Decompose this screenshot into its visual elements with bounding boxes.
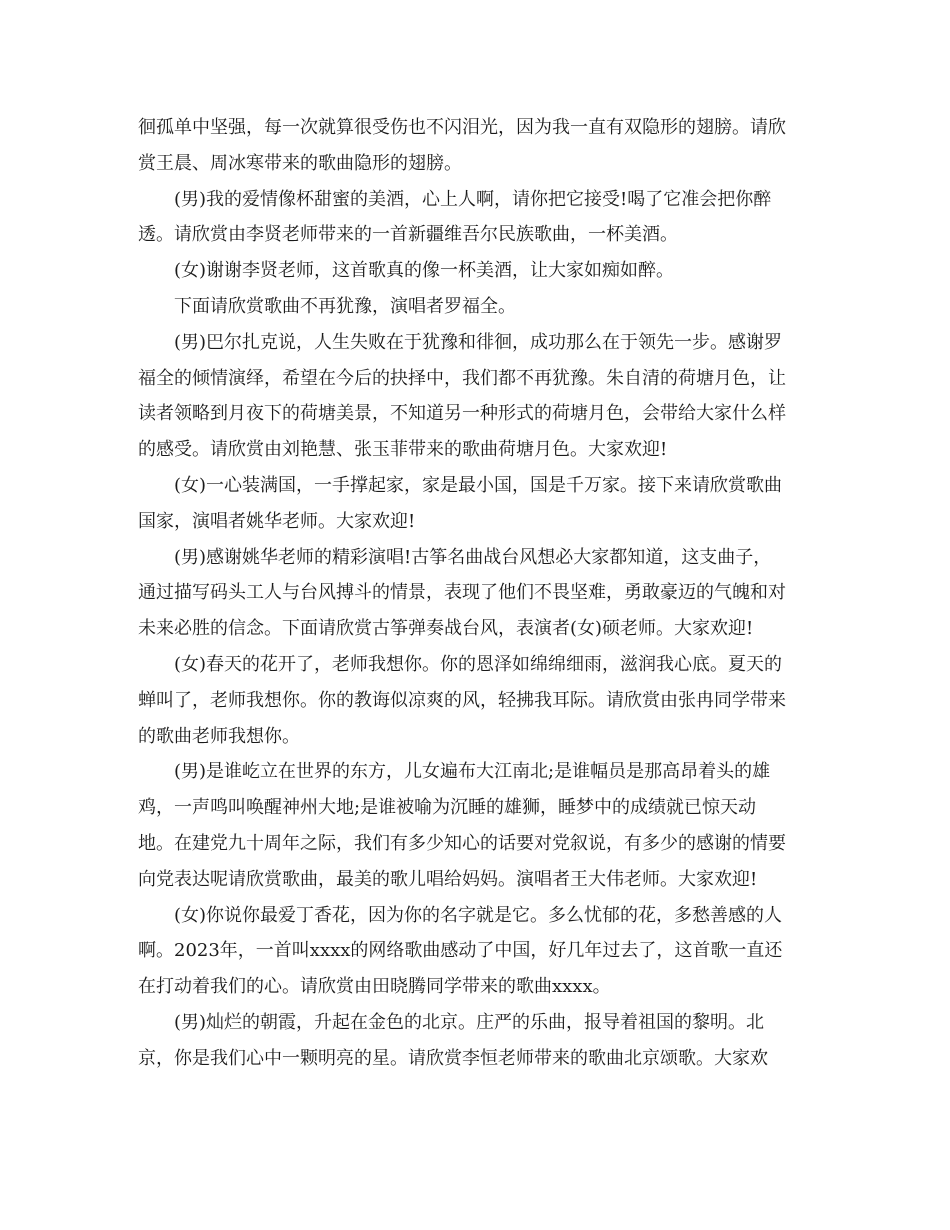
paragraph bbox=[138, 1005, 818, 1077]
text-line: 向党表达呢请欣赏歌曲，最美的歌儿唱给妈妈。演唱者王大伟老师。大家欢迎! bbox=[138, 868, 758, 890]
text-line: (男)是谁屹立在世界的东方，儿女遍布大江南北;是谁幅员是那高昂着头的雄 bbox=[174, 761, 771, 783]
text-line: (男)我的爱情像杯甜蜜的美酒，心上人啊，请你把它接受!喝了它准会把你醉 bbox=[174, 188, 772, 210]
paragraph bbox=[138, 754, 818, 897]
paragraph bbox=[138, 253, 818, 289]
text-line: 福全的倾情演绎，希望在今后的抉择中，我们都不再犹豫。朱自清的荷塘月色，让 bbox=[138, 367, 786, 389]
text-line: 读者领略到月夜下的荷塘美景，不知道另一种形式的荷塘月色，会带给大家什么样 bbox=[138, 403, 786, 425]
text-line: 啊。2023年，一首叫xxxx的网络歌曲感动了中国，好几年过去了，这首歌一直还 bbox=[138, 940, 783, 962]
text-line: (男)灿烂的朝霞，升起在金色的北京。庄严的乐曲，报导着祖国的黎明。北 bbox=[174, 1011, 765, 1033]
text-line: (男)感谢姚华老师的精彩演唱!古筝名曲战台风想必大家都知道，这支曲子， bbox=[174, 546, 772, 568]
text-line: (女)一心装满国，一手撑起家，家是最小国，国是千万家。接下来请欣赏歌曲 bbox=[174, 474, 783, 496]
text-line: (女)春天的花开了，老师我想你。你的恩泽如绵绵细雨，滋润我心底。夏天的 bbox=[174, 653, 783, 675]
text-line: 透。请欣赏由李贤老师带来的一首新疆维吾尔民族歌曲，一杯美酒。 bbox=[138, 224, 678, 246]
text-line: 通过描写码头工人与台风搏斗的情景，表现了他们不畏坚难，勇敢豪迈的气魄和对 bbox=[138, 582, 786, 604]
text-line: (女)你说你最爱丁香花，因为你的名字就是它。多么忧郁的花，多愁善感的人 bbox=[174, 904, 783, 926]
text-line: 的歌曲老师我想你。 bbox=[138, 725, 300, 747]
text-line: 赏王晨、周冰寒带来的歌曲隐形的翅膀。 bbox=[138, 152, 462, 174]
text-line: 鸡，一声鸣叫唤醒神州大地;是谁被喻为沉睡的雄狮，睡梦中的成绩就已惊天动 bbox=[138, 797, 757, 819]
paragraph bbox=[138, 325, 818, 468]
text-line: 地。在建党九十周年之际，我们有多少知心的话要对党叙说，有多少的感谢的情要 bbox=[138, 832, 786, 854]
text-line: (女)谢谢李贤老师，这首歌真的像一杯美酒，让大家如痴如醉。 bbox=[174, 260, 675, 282]
paragraph bbox=[138, 289, 818, 325]
text-line: 蝉叫了，老师我想你。你的教诲似凉爽的风，轻拂我耳际。请欣赏由张冉同学带来 bbox=[138, 689, 786, 711]
paragraph bbox=[138, 898, 818, 1005]
text-line: 京，你是我们心中一颗明亮的星。请欣赏李恒老师带来的歌曲北京颂歌。大家欢 bbox=[138, 1047, 768, 1069]
paragraph bbox=[138, 110, 818, 182]
paragraph bbox=[138, 647, 818, 754]
text-line: (男)巴尔扎克说，人生失败在于犹豫和徘徊，成功那么在于领先一步。感谢罗 bbox=[174, 331, 783, 353]
text-line: 在打动着我们的心。请欣赏由田晓腾同学带来的歌曲xxxx。 bbox=[138, 976, 611, 998]
text-line: 的感受。请欣赏由刘艳慧、张玉菲带来的歌曲荷塘月色。大家欢迎! bbox=[138, 439, 668, 461]
paragraph bbox=[138, 540, 818, 647]
paragraph bbox=[138, 468, 818, 540]
document-body bbox=[138, 110, 818, 1077]
text-line: 徊孤单中坚强，每一次就算很受伤也不闪泪光，因为我一直有双隐形的翅膀。请欣 bbox=[138, 117, 786, 138]
text-line: 未来必胜的信念。下面请欣赏古筝弹奏战台风，表演者(女)硕老师。大家欢迎! bbox=[138, 618, 754, 640]
paragraph bbox=[138, 182, 818, 254]
text-line: 下面请欣赏歌曲不再犹豫，演唱者罗福全。 bbox=[174, 295, 516, 317]
text-line: 国家，演唱者姚华老师。大家欢迎! bbox=[138, 510, 416, 532]
